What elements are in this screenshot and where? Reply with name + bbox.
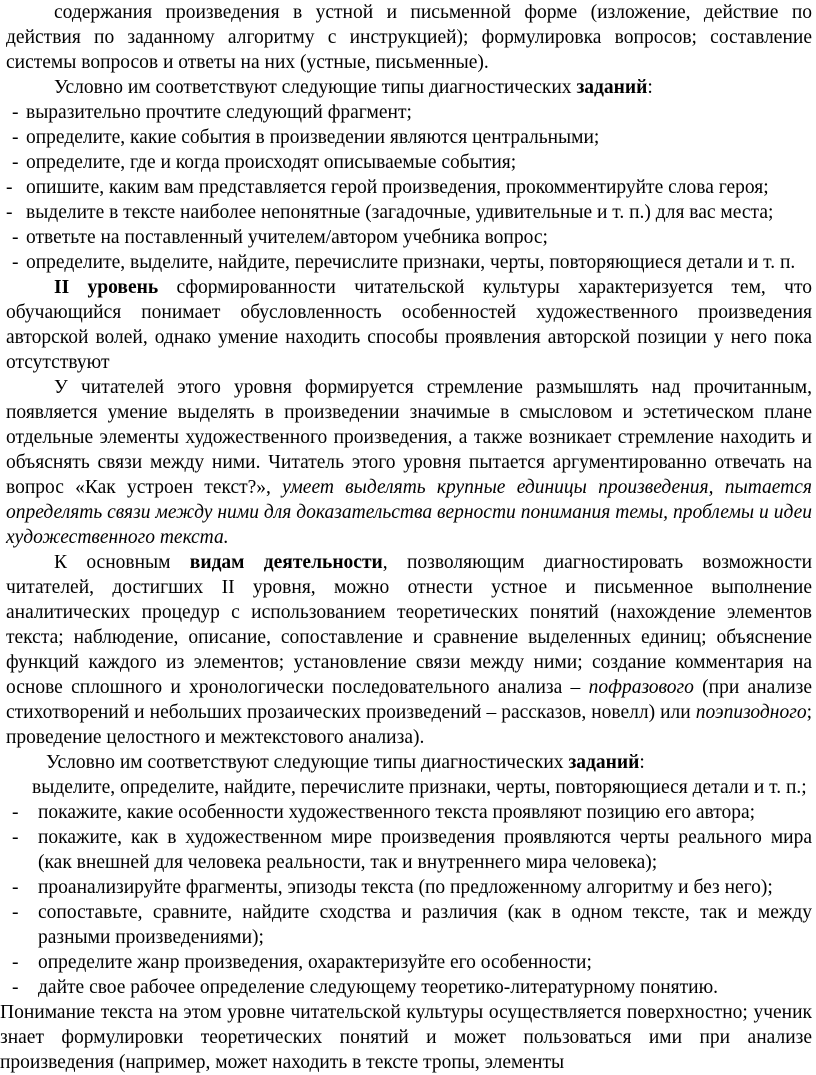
list-item-text: определите, выделите, найдите, перечислите признаки, черты, повторяющиеся детали и т. п.	[26, 252, 796, 273]
types1-heading	[6, 75, 812, 100]
list-item-text: выделите в тексте наиболее непонятные (загадочные, удивительные и т. п.) для вас места;	[26, 202, 774, 223]
list-item	[6, 150, 812, 175]
list-item-text: дайте свое рабочее определение следующему теоретико-литературному понятию.	[38, 977, 719, 998]
activities-paragraph	[6, 550, 812, 750]
closing-text: Понимание текста на этом уровне читательской культуры осуществляется поверхностно; ученик знает формулировки теоретических понятий и может пользоваться ими при анализе произведения (например, может находить в тексте тропы, элементы	[0, 1002, 812, 1073]
activities-text1: , позволяющим диагностировать возможности читателей, достигших II уровня, можно отнести устное и письменное выполнение аналитических процедур с использованием теоретических понятий (нахождение элементов текста; наблюдение, описание, сопоставление и сравнение выделенных единиц; объяснение функций каждого из элементов; установление связи между ними; создание комментария на основе сплошного и хронологически последовательного анализа –	[6, 552, 813, 698]
list-item-text: определите, какие события в произведении являются центральными;	[26, 127, 600, 148]
activities-lead: К основным	[54, 552, 190, 573]
dash-marker: -	[12, 227, 19, 248]
list-item-first	[6, 775, 812, 800]
readers-italic: умеет выделять крупные единицы произведения, пытается определять связи между ними для доказательства верности понимания темы, проблемы и идеи художественного текста.	[6, 477, 812, 548]
level2-paragraph	[6, 275, 812, 375]
intro-text: содержания произведения в устной и письменной форме (изложение, действие по действия по заданному алгоритму с инструкцией); формулировка вопросов; составление системы вопросов и ответы на них (устные, письменные).	[6, 2, 812, 73]
closing-paragraph	[0, 1000, 812, 1075]
list-item-text: сопоставьте, сравните, найдите сходства и различия (как в одном тексте, так и между разными произведениями);	[38, 902, 812, 948]
types2-lead: Условно им соответствуют следующие типы диагностических	[46, 752, 569, 773]
list-item	[6, 875, 812, 900]
list-item	[6, 900, 812, 950]
types2-bold: заданий	[568, 752, 640, 773]
dash-marker: -	[12, 252, 19, 273]
list-item	[6, 225, 812, 250]
dash-marker: -	[12, 952, 19, 973]
list-item-text: определите, где и когда происходят описываемые события;	[26, 152, 517, 173]
dash-marker: -	[12, 877, 19, 898]
dash-marker: -	[12, 102, 19, 123]
list-item	[6, 100, 812, 125]
list-item	[6, 175, 812, 200]
dash-marker: -	[6, 202, 13, 223]
level2-bold: II уровень	[54, 277, 159, 298]
types2-heading	[6, 750, 812, 775]
activities-text3: ; проведение целостного и межтекстового анализа).	[6, 702, 812, 748]
list-item	[6, 800, 812, 825]
list-item-text: определите жанр произведения, охарактеризуйте его особенности;	[38, 952, 592, 973]
activities-text2: (при анализе стихотворений и небольших прозаических произведений – рассказов, новелл) или	[6, 677, 812, 723]
types2-tail: :	[639, 752, 645, 773]
list-item	[6, 200, 812, 225]
dash-marker: -	[12, 902, 19, 923]
activities-italic1: пофразового	[588, 677, 694, 698]
list-item-text: покажите, как в художественном мире произведения проявляются черты реального мира (как внешней для человека реальности, так и внутреннего мира человека);	[38, 827, 812, 873]
readers-paragraph	[6, 375, 812, 550]
list-item-text: выразительно прочтите следующий фрагмент;	[26, 102, 412, 123]
list-item-text: покажите, какие особенности художественного текста проявляют позицию его автора;	[38, 802, 756, 823]
level2-text: сформированности читательской культуры характеризуется тем, что обучающийся понимает обусловленность особенностей художественного произведения авторской волей, однако умение находить способы проявления авторской позиции у него пока отсутствуют	[6, 277, 812, 373]
activities-italic2: поэпизодного	[695, 702, 807, 723]
readers-text: У читателей этого уровня формируется стремление размышлять над прочитанным, появляется умение выделять в произведении значимые в смысловом и эстетическом плане отдельные элементы художественного произведения, а также возникает стремление находить и объяснять связи между ними. Читатель этого уровня пытается аргументированно отвечать на вопрос «Как устроен текст?»,	[6, 377, 812, 498]
list-item	[6, 825, 812, 875]
list-item	[6, 250, 812, 275]
types1-tail: :	[647, 77, 653, 98]
list-item-text: опишите, каким вам представляется герой произведения, прокомментируйте слова героя;	[26, 177, 769, 198]
list-item	[6, 950, 812, 975]
dash-marker: -	[12, 802, 19, 823]
activities-bold: видам деятельности	[189, 552, 383, 573]
types1-list	[6, 100, 812, 275]
dash-marker: -	[6, 177, 13, 198]
list-item-text: проанализируйте фрагменты, эпизоды текста (по предложенному алгоритму и без него);	[38, 877, 773, 898]
types2-list	[6, 775, 812, 1000]
dash-marker: -	[12, 827, 19, 848]
list-item	[6, 125, 812, 150]
list-item-text: выделите, определите, найдите, перечислите признаки, черты, повторяющиеся детали и т. п.;	[32, 777, 807, 798]
list-item-text: ответьте на поставленный учителем/автором учебника вопрос;	[26, 227, 548, 248]
types1-bold: заданий	[576, 77, 648, 98]
intro-paragraph	[6, 0, 812, 75]
dash-marker: -	[12, 152, 19, 173]
types1-lead: Условно им соответствуют следующие типы диагностических	[54, 77, 577, 98]
list-item	[6, 975, 812, 1000]
dash-marker: -	[12, 977, 19, 998]
dash-marker: -	[12, 127, 19, 148]
